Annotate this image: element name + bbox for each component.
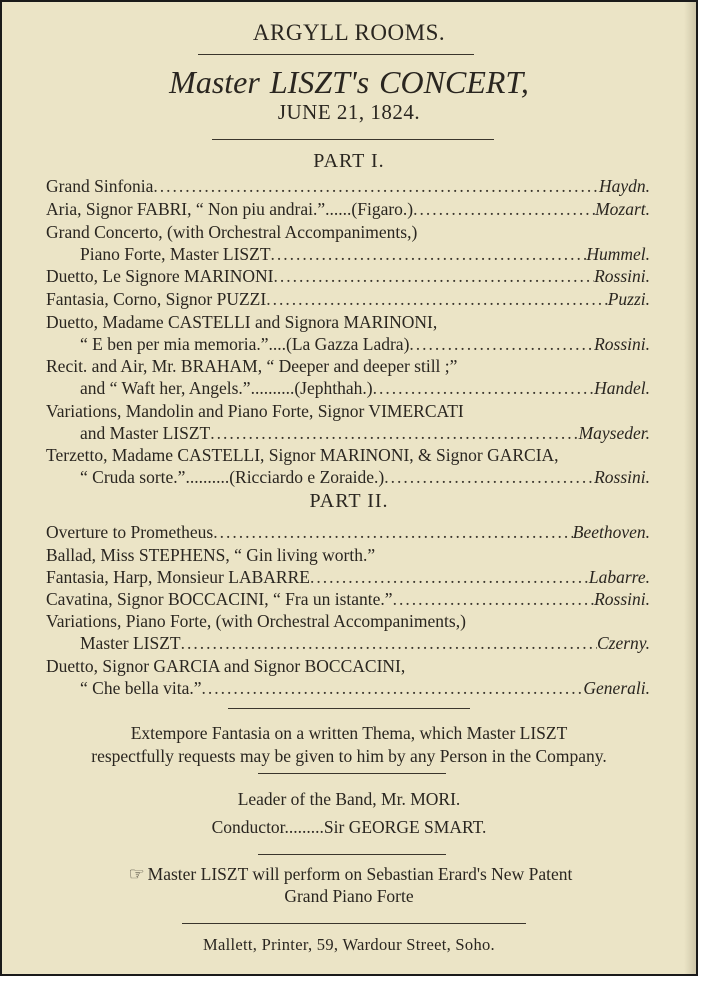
programme-line: Duetto, Le Signore MARINONI ..... Rossini. [46,265,650,287]
programme-line: “ Cruda sorte.”..........(Ricciardo e Zoraide.) ..... Rossini. [80,466,650,488]
extempore-line-1: Extempore Fantasia on a written Thema, which Master LISZT [130,723,568,743]
piano-note-line-1: ☞ Master LISZT will perform on Sebastian Erard's New Patent [2,863,696,885]
divider [198,54,474,55]
programme-line: Grand Sinfonia ..... Haydn. [46,175,650,197]
programme-line: and Master LISZT ..... Mayseder. [80,422,650,444]
programme-line: “ E ben per mia memoria.”....(La Gazza Ladra) ..... Rossini. [80,333,650,355]
programme-line: Fantasia, Corno, Signor PUZZI ..... Puzzi. [46,288,650,310]
programme-line: Piano Forte, Master LISZT ..... Hummel. [80,243,650,265]
programme-line: Cavatina, Signor BOCCACINI, “ Fra un istante.” ..... Rossini. [46,588,650,610]
concert-date: JUNE 21, 1824. [277,100,421,124]
divider [228,708,470,709]
part-two-heading: PART II. [309,490,389,512]
concert-title: Master LISZT's CONCERT, [169,64,529,100]
divider [182,923,526,924]
programme-line: Master LISZT ..... Czerny. [80,632,650,654]
programme-line: Variations, Piano Forte, (with Orchestral Accompaniments,) [46,611,466,631]
band-leader: Leader of the Band, Mr. MORI. [237,789,461,809]
programme-line: and “ Waft her, Angels.”..........(Jephthah.) ..... Handel. [80,377,650,399]
programme-line: Duetto, Signor GARCIA and Signor BOCCACINI, [46,656,406,676]
venue-heading: ARGYLL ROOMS. [252,20,446,45]
programme-line: Aria, Signor FABRI, “ Non piu andrai.”......(Figaro.) ..... Mozart. [46,198,650,220]
programme-line: Overture to Prometheus ..... Beethoven. [46,521,650,543]
programme-line: Variations, Mandolin and Piano Forte, Signor VIMERCATI [46,401,464,421]
programme-line: Fantasia, Harp, Monsieur LABARRE ..... Labarre. [46,566,650,588]
divider [258,773,446,774]
programme-line: Duetto, Madame CASTELLI and Signora MARINONI, [46,312,438,332]
programme-line: Ballad, Miss STEPHENS, “ Gin living worth.” [46,545,376,565]
printer-imprint: Mallett, Printer, 59, Wardour Street, Soho. [203,935,495,954]
divider [212,139,494,140]
programme-line: Terzetto, Madame CASTELLI, Signor MARINONI, & Signor GARCIA, [46,445,559,465]
pointing-hand-icon: ☞ [128,864,145,884]
programme-line: Recit. and Air, Mr. BRAHAM, “ Deeper and deeper still ;” [46,356,458,376]
part-one-heading: PART I. [313,150,385,172]
piano-note-line-2: Grand Piano Forte [284,886,414,906]
divider [258,854,446,855]
conductor: Conductor.........Sir GEORGE SMART. [211,817,487,837]
programme-line: Grand Concerto, (with Orchestral Accompaniments,) [46,222,418,242]
programme-line: “ Che bella vita.” ..... Generali. [80,677,650,699]
extempore-line-2: respectfully requests may be given to him by any Person in the Company. [91,746,607,766]
